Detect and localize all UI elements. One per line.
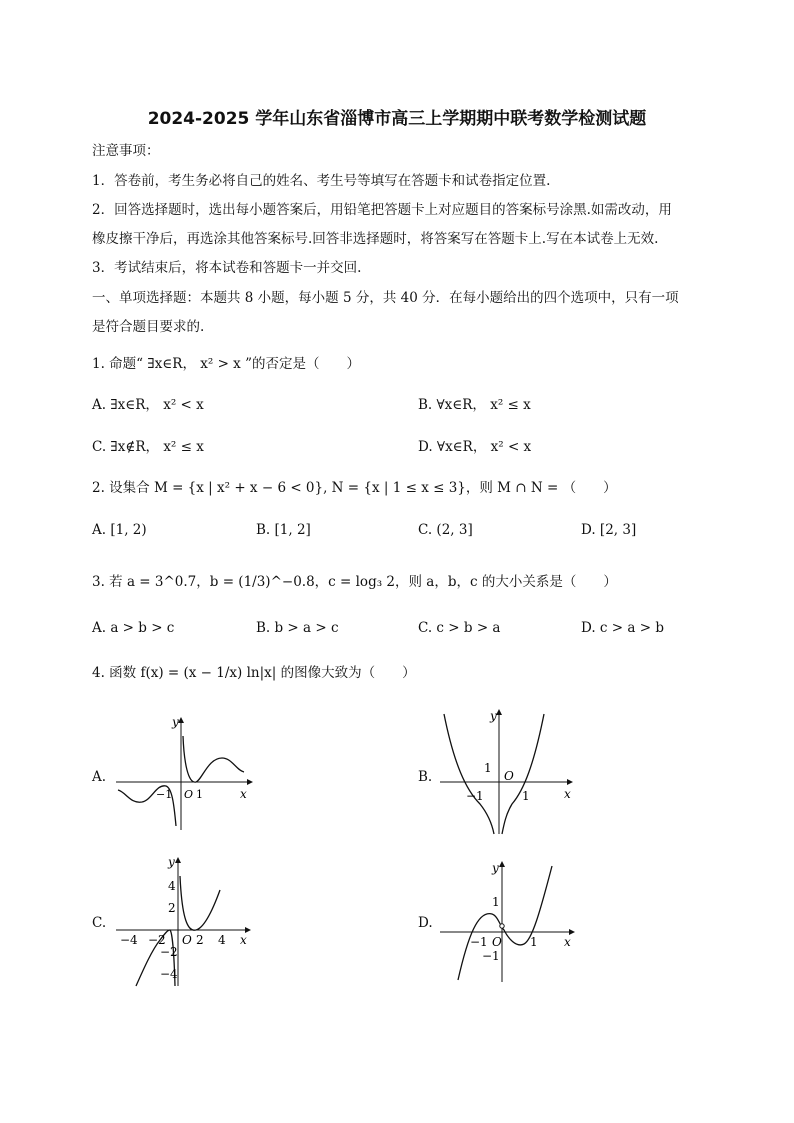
svg-text:4: 4 — [218, 933, 226, 947]
section-heading-cont: 是符合题目要求的. — [92, 319, 205, 335]
question-2-option-a: A. [1, 2) — [92, 522, 147, 538]
paper-title: 2024-2025 学年山东省淄博市高三上学期期中联考数学检测试题 — [147, 109, 647, 129]
question-2-option-b: B. [1, 2] — [256, 522, 311, 538]
svg-text:y: y — [172, 715, 179, 729]
question-4-option-d-label: D. — [418, 915, 433, 931]
svg-text:O: O — [184, 788, 194, 801]
graph-option-b — [436, 704, 581, 839]
svg-text:1: 1 — [196, 788, 203, 801]
notice-item: 3．考试结束后，将本试卷和答题卡一并交回. — [92, 260, 362, 276]
notice-item: 1．答卷前，考生务必将自己的姓名、考生号等填写在答题卡和试卷指定位置. — [92, 173, 551, 189]
question-3-option-c: C. c > b > a — [418, 620, 501, 636]
svg-text:1: 1 — [530, 935, 538, 949]
svg-text:−1: −1 — [156, 788, 173, 801]
svg-text:2: 2 — [196, 933, 204, 947]
question-4-stem: 4. 函数 f(x) = (x − 1/x) ln|x| 的图像大致为（ ） — [92, 665, 416, 681]
question-1-option-d: D. ∀x∈R， x² < x — [418, 439, 532, 455]
svg-text:x: x — [564, 787, 571, 801]
question-2-option-d: D. [2, 3] — [581, 522, 637, 538]
question-3-option-d: D. c > a > b — [581, 620, 664, 636]
svg-text:1: 1 — [484, 761, 492, 775]
svg-text:O: O — [492, 935, 502, 949]
svg-text:1: 1 — [522, 789, 530, 803]
question-3-option-b: B. b > a > c — [256, 620, 339, 636]
notice-item: 2．回答选择题时，选出每小题答案后，用铅笔把答题卡上对应题目的答案标号涂黑.如需改动，用 — [92, 202, 672, 218]
svg-text:−1: −1 — [470, 935, 488, 949]
svg-text:−1: −1 — [466, 789, 484, 803]
svg-text:y: y — [492, 861, 499, 875]
svg-text:O: O — [504, 769, 514, 783]
question-4-option-b-label: B. — [418, 769, 433, 785]
question-1-option-c: C. ∃x∉R， x² ≤ x — [92, 439, 204, 455]
question-3-option-a: A. a > b > c — [92, 620, 175, 636]
question-1-option-b: B. ∀x∈R， x² ≤ x — [418, 397, 531, 413]
svg-text:−4: −4 — [120, 933, 138, 947]
svg-text:−4: −4 — [160, 967, 178, 981]
graph-option-a — [112, 712, 262, 837]
svg-text:−2: −2 — [148, 933, 166, 947]
question-4-option-a-label: A. — [92, 769, 107, 785]
svg-text:−2: −2 — [160, 945, 178, 959]
svg-text:−1: −1 — [482, 949, 500, 963]
svg-text:x: x — [240, 933, 247, 947]
question-1-stem: 1. 命题“ ∃x∈R， x² > x ”的否定是（ ） — [92, 356, 360, 372]
svg-text:y: y — [168, 855, 175, 869]
question-2-option-c: C. (2, 3] — [418, 522, 473, 538]
svg-text:O: O — [182, 933, 192, 947]
svg-text:2: 2 — [168, 901, 176, 915]
svg-text:1: 1 — [492, 895, 500, 909]
graph-option-d — [436, 856, 581, 986]
notice-item: 橡皮擦干净后，再选涂其他答案标号.回答非选择题时，将答案写在答题卡上.写在本试卷上无效. — [92, 231, 659, 247]
question-2-stem: 2. 设集合 M = {x | x² + x − 6 < 0}, N = {x | 1 ≤ x ≤ 3}，则 M ∩ N = （ ） — [92, 480, 617, 496]
svg-text:x: x — [240, 787, 247, 801]
notice-heading: 注意事项： — [92, 143, 160, 159]
question-4-option-c-label: C. — [92, 915, 107, 931]
graph-option-c — [112, 850, 262, 990]
svg-text:x: x — [564, 935, 571, 949]
question-3-stem: 3. 若 a = 3^0.7，b = (1/3)^−0.8，c = log₃ 2，则 a，b，c 的大小关系是（ ） — [92, 574, 617, 590]
question-1-option-a: A. ∃x∈R， x² < x — [92, 397, 204, 413]
svg-text:4: 4 — [168, 879, 176, 893]
section-heading: 一、单项选择题：本题共 8 小题，每小题 5 分，共 40 分．在每小题给出的四个选项中，只有一项 — [92, 290, 679, 306]
svg-text:y: y — [490, 709, 497, 723]
